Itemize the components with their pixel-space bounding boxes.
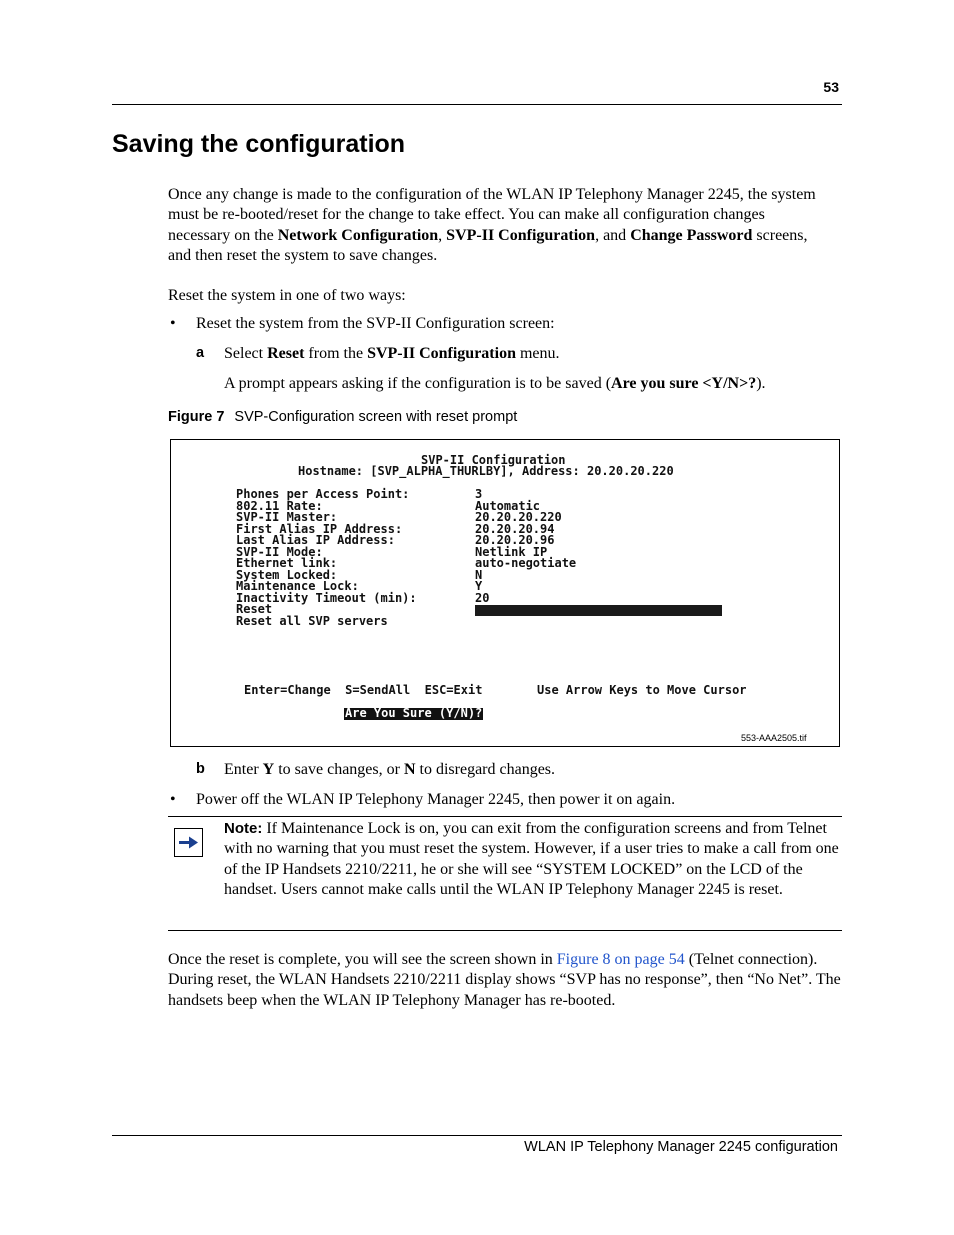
final-text-2: (Telnet connection). During reset, the WLAN Handsets 2210/2211 display shows “SVP has no response”, then “No Net”. The handsets beep when the WLAN IP Telephony Manager has re-booted. <box>168 951 841 1009</box>
step-letter-b: b <box>196 761 205 777</box>
reset-ways-paragraph: Reset the system in one of two ways: <box>168 287 406 304</box>
final-paragraph <box>168 950 842 1011</box>
step-a-text-1: Select <box>224 345 268 362</box>
intro-bold-svp: SVP-II Configuration <box>446 226 596 244</box>
figure-label: Figure 7 <box>168 409 225 425</box>
intro-text-1: Once any change is made to the configuration of the WLAN IP Telephony Manager 2245, the system must be re-booted/reset for the change to take effect. You can make all configuration changes necessary on the <box>168 186 816 244</box>
intro-paragraph <box>168 185 828 267</box>
step-a-bold-svp: SVP-II Configuration <box>367 345 516 362</box>
figure-file-name: 553-AAA2505.tif <box>741 733 807 743</box>
bullet-marker: • <box>170 791 176 808</box>
step-a-text-3: menu. <box>515 345 560 362</box>
step-a-bold-reset: Reset <box>267 345 305 362</box>
terminal-key-help: Enter=Change S=SendAll ESC=Exit <box>244 683 483 697</box>
intro-text-3: , and <box>595 226 631 244</box>
terminal-selection-bar <box>475 605 722 616</box>
intro-text-4: screens, and then reset the system to save changes. <box>168 226 808 265</box>
footer-title: WLAN IP Telephony Manager 2245 configuration <box>524 1139 838 1155</box>
final-text-1: Once the reset is complete, you will see the screen shown in <box>168 951 557 968</box>
step-b-bold-n: N <box>403 761 416 778</box>
section-title: Saving the configuration <box>112 130 406 158</box>
step-a-prompt-note <box>224 374 766 394</box>
bullet-item-reset-screen: Reset the system from the SVP-II Configuration screen: <box>196 315 555 332</box>
prompt-note-bold: Are you sure <Y/N>? <box>611 375 757 392</box>
arrow-right-icon-glyph <box>178 836 199 849</box>
terminal-title: SVP-II Configuration <box>421 453 566 467</box>
arrow-right-icon <box>174 828 203 857</box>
figure-caption-text: SVP-Configuration screen with reset prompt <box>234 409 518 425</box>
note-label: Note: <box>224 820 263 837</box>
step-b-text <box>224 760 555 780</box>
bullet-marker: • <box>170 315 176 332</box>
terminal-field-values: 3 Automatic 20.20.20.220 20.20.20.94 20.20.20.96 Netlink IP auto-negotiate N Y 20 <box>475 487 577 605</box>
step-b-text-1: Enter <box>224 761 263 778</box>
terminal-cursor-hint: Use Arrow Keys to Move Cursor <box>537 683 747 697</box>
page-number: 53 <box>823 79 839 95</box>
prompt-note-text-1: A prompt appears asking if the configuration is to be saved ( <box>224 375 612 392</box>
step-b-text-3: to disregard changes. <box>415 761 556 778</box>
prompt-note-text-2: ). <box>756 375 766 392</box>
intro-bold-network: Network Configuration <box>277 226 439 244</box>
terminal-hostname-line: Hostname: [SVP_ALPHA_THURLBY], Address: 20.20.20.220 <box>298 464 674 478</box>
header-rule <box>112 104 842 105</box>
note-top-rule <box>168 816 842 817</box>
terminal-screenshot <box>170 439 840 747</box>
step-b-text-2: to save changes, or <box>274 761 404 778</box>
note-block <box>224 819 842 901</box>
figure-8-link[interactable]: Figure 8 on page 54 <box>556 951 685 968</box>
step-letter-a: a <box>196 345 205 361</box>
terminal-field-labels: Phones per Access Point: 802.11 Rate: SVP-II Master: First Alias IP Address: Last Alias IP Address: SVP-II Mode: Ethernet link: System Locked: Maintenance Lock: Inactivity Timeout (min): Reset Reset all SVP servers <box>236 487 417 628</box>
step-a-text-2: from the <box>304 345 368 362</box>
figure-caption <box>168 409 517 425</box>
bullet-item-power-cycle: Power off the WLAN IP Telephony Manager 2245, then power it on again. <box>196 791 676 808</box>
note-bottom-rule <box>168 930 842 931</box>
step-b-bold-y: Y <box>262 761 275 778</box>
step-a-text <box>224 344 560 364</box>
intro-bold-password: Change Password <box>630 226 753 244</box>
intro-text-2: , <box>438 226 447 244</box>
footer-rule <box>112 1135 842 1136</box>
note-body: If Maintenance Lock is on, you can exit from the configuration screens and from Telnet with no warning that you must reset the system. However, if a user tries to make a call from one of the IP Handsets 2210/2211, he or she will see “SYSTEM LOCKED” on the LCD of the handset. Users cannot make calls until the WLAN IP Telephony Manager 2245 is reset. <box>224 820 839 899</box>
terminal-reset-prompt: Are You Sure (Y/N)? <box>345 706 483 720</box>
